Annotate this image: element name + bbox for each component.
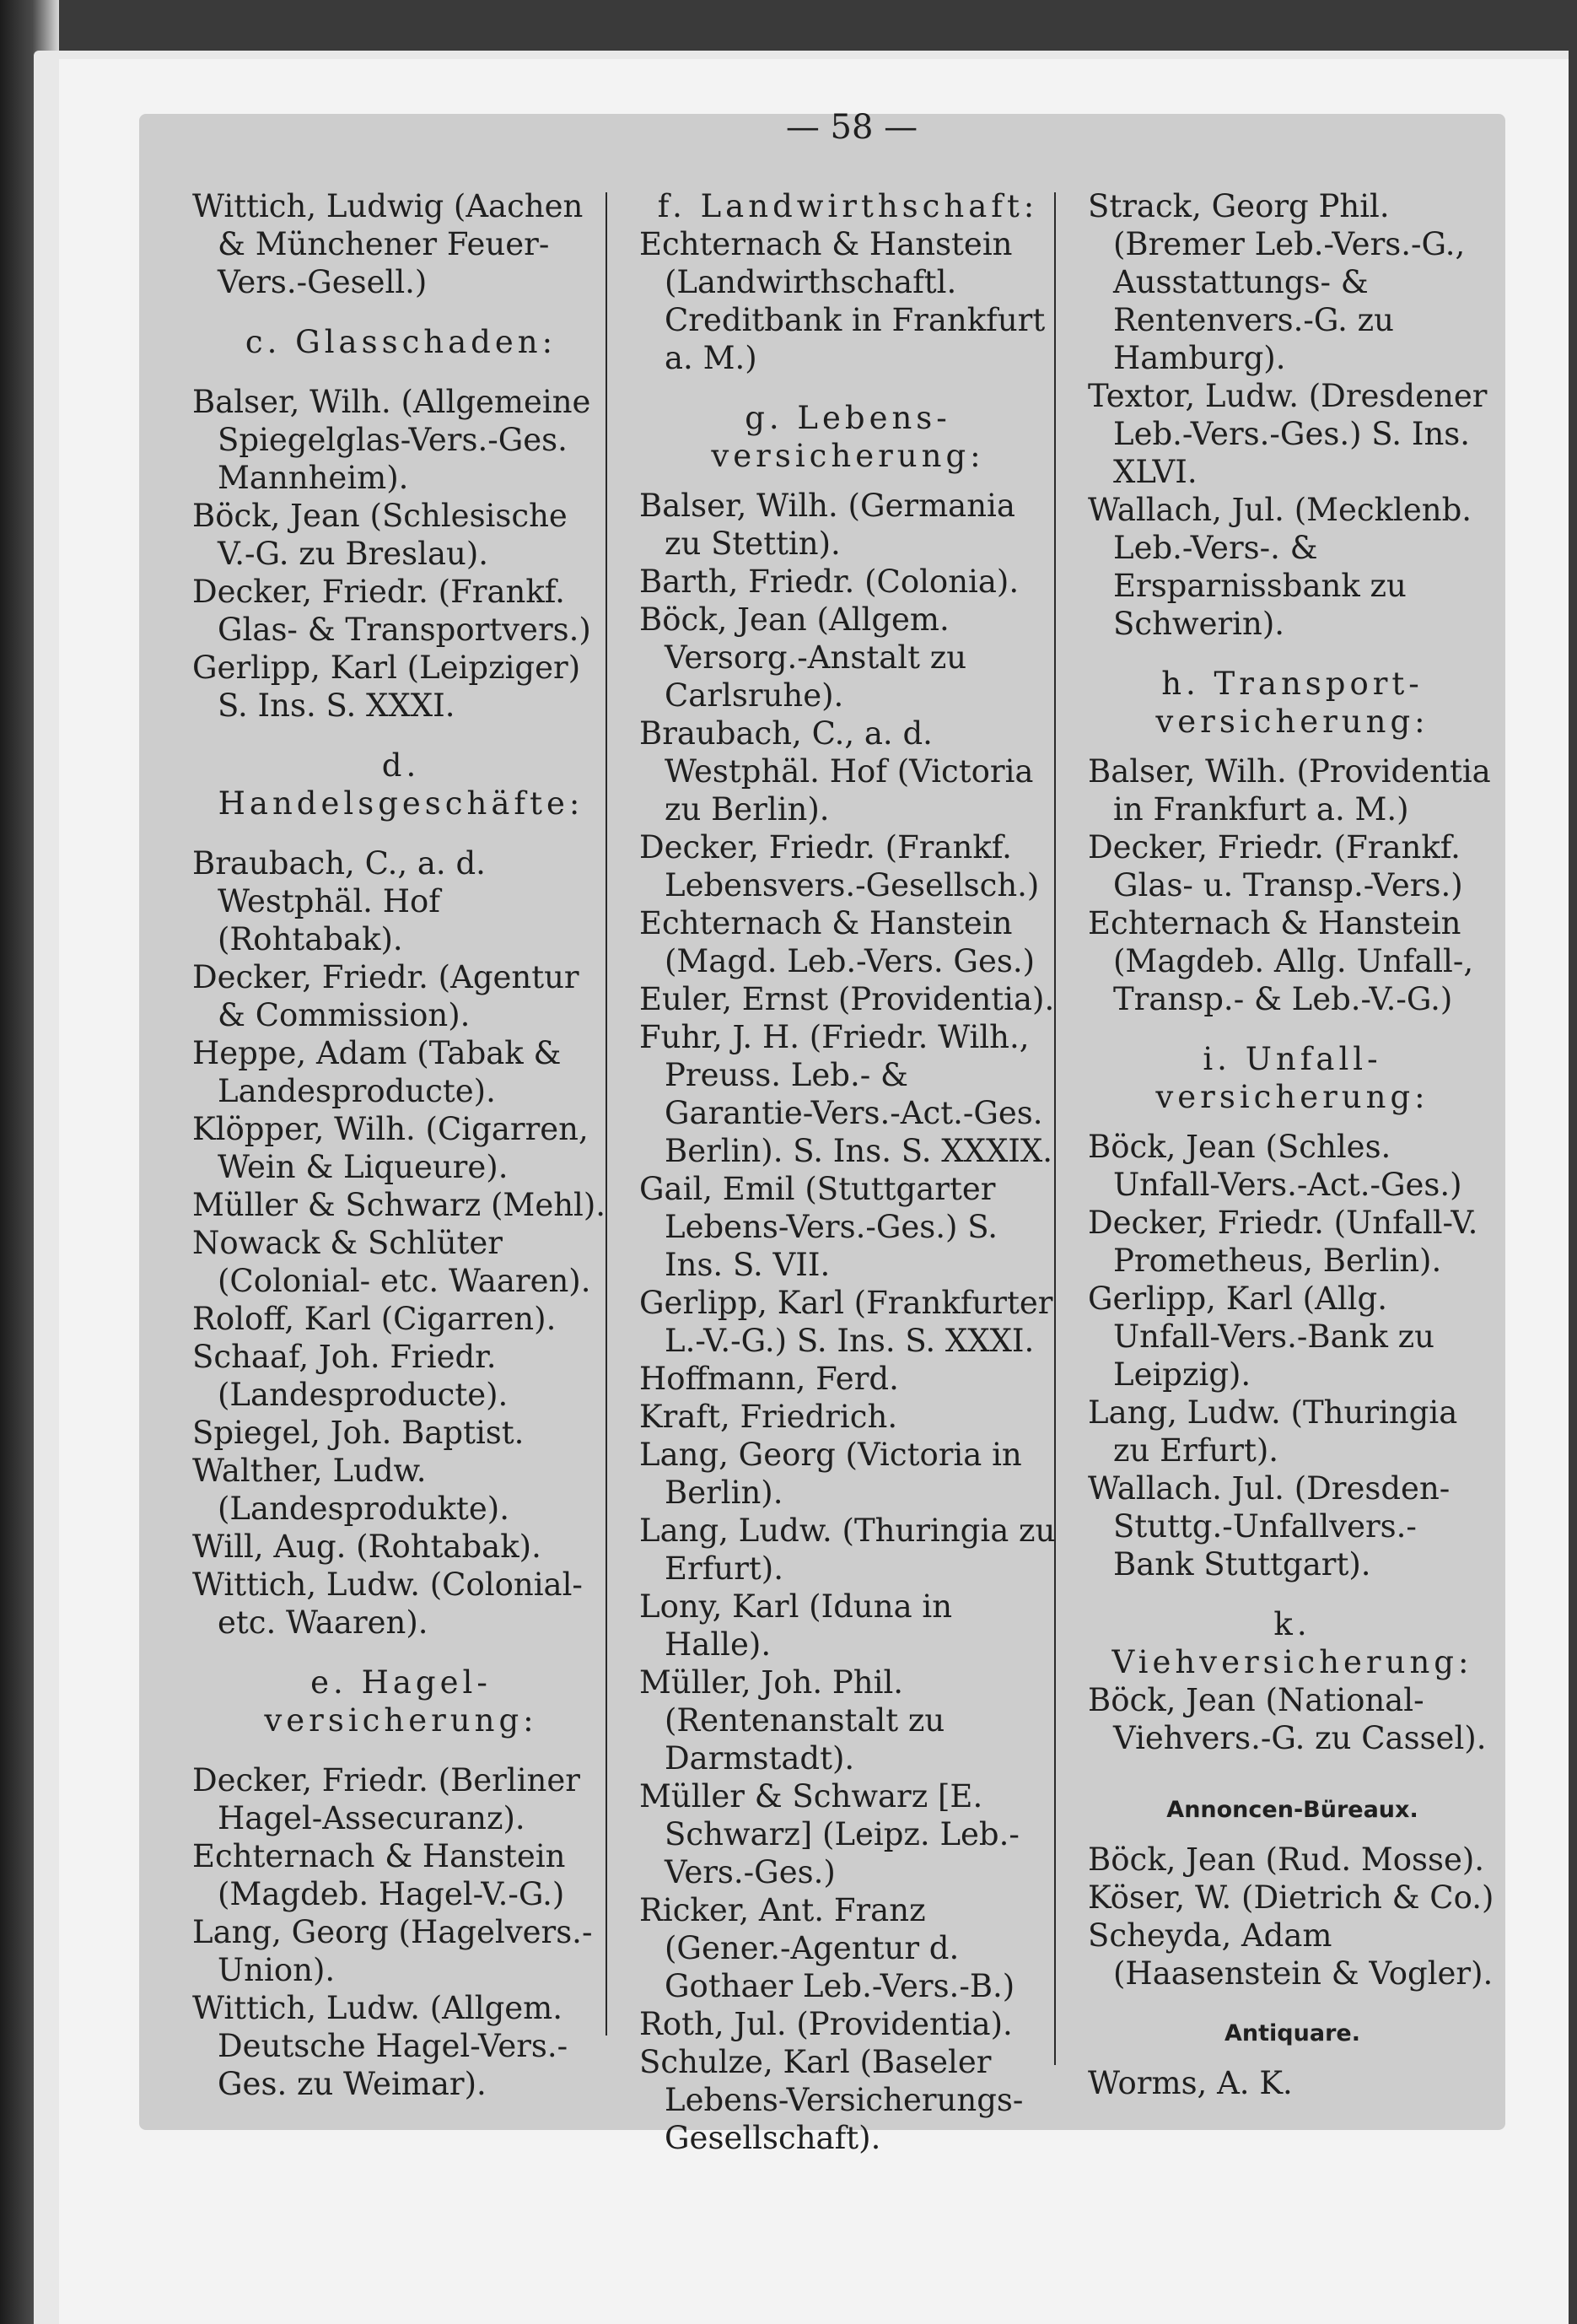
directory-entry: Heppe, Adam (Tabak & Landesproducte). xyxy=(192,1035,562,1109)
page-number: — 58 — xyxy=(785,108,918,147)
directory-entry: Gerlipp, Karl (Leipziger) S. Ins. S. XXXI. xyxy=(192,650,581,724)
directory-entry: Gerlipp, Karl (Allg. Unfall-Vers.-Bank zu Leipzig). xyxy=(1088,1281,1434,1393)
directory-entry: Decker, Friedr. (Berliner Hagel-Assecuranz). xyxy=(192,1762,580,1836)
directory-entry: Lang, Ludw. (Thuringia zu Erfurt). xyxy=(639,1512,1056,1587)
column-right xyxy=(1088,187,1497,2102)
directory-entry: Decker, Friedr. (Frankf. Glas- & Transportvers.) xyxy=(192,574,591,648)
directory-entry: Echternach & Hanstein (Magdeb. Allg. Unfall-, Transp.- & Leb.-V.-G.) xyxy=(1088,905,1474,1017)
section-heading: f. Landwirthschaft: xyxy=(657,188,1039,224)
directory-entry: Decker, Friedr. (Unfall-V. Prometheus, Berlin). xyxy=(1088,1205,1478,1279)
section-heading: e. Hagel-versicherung: xyxy=(264,1664,538,1739)
section-heading: c. Glasschaden: xyxy=(245,324,557,360)
directory-entry: Balser, Wilh. (Allgemeine Spiegelglas-Vers.-Ges. Mannheim). xyxy=(192,384,591,496)
directory-entry: Roloff, Karl (Cigarren). xyxy=(192,1301,557,1337)
section-heading: h. Transport-versicherung: xyxy=(1155,666,1429,740)
directory-entry: Lang, Georg (Hagelvers.-Union). xyxy=(192,1914,593,1988)
directory-entry: Balser, Wilh. (Providentia in Frankfurt a. M.) xyxy=(1088,753,1491,828)
directory-entry: Müller & Schwarz [E. Schwarz] (Leipz. Leb.-Vers.-Ges.) xyxy=(639,1778,1020,1890)
directory-entry: Braubach, C., a. d. Westphäl. Hof (Victoria zu Berlin). xyxy=(639,715,1034,828)
directory-entry: Kraft, Friedrich. xyxy=(639,1399,898,1435)
directory-entry: Walther, Ludw. (Landesprodukte). xyxy=(192,1453,510,1527)
directory-entry: Will, Aug. (Rohtabak). xyxy=(192,1529,541,1565)
directory-entry: Lony, Karl (Iduna in Halle). xyxy=(639,1588,953,1663)
directory-entry: Wittich, Ludw. (Allgem. Deutsche Hagel-Vers.-Ges. zu Weimar). xyxy=(192,1990,568,2102)
directory-entry: Wittich, Ludwig (Aachen & Münchener Feuer-Vers.-Gesell.) xyxy=(192,188,584,300)
directory-entry: Braubach, C., a. d. Westphäl. Hof (Rohtabak). xyxy=(192,845,486,957)
directory-entry: Böck, Jean (Rud. Mosse). xyxy=(1088,1841,1485,1878)
directory-entry: Böck, Jean (Schles. Unfall-Vers.-Act.-Ges.) xyxy=(1088,1129,1462,1203)
directory-entry: Fuhr, J. H. (Friedr. Wilh., Preuss. Leb.- & Garantie-Vers.-Act.-Ges. Berlin). S. Ins. S. XXXIX. xyxy=(639,1019,1053,1169)
directory-entry: Hoffmann, Ferd. xyxy=(639,1361,899,1397)
directory-entry: Gerlipp, Karl (Frankfurter L.-V.-G.) S. Ins. S. XXXI. xyxy=(639,1285,1053,1359)
section-subheading: Antiquare. xyxy=(1224,2020,1360,2046)
directory-entry: Müller, Joh. Phil. (Rentenanstalt zu Darmstadt). xyxy=(639,1664,945,1777)
section-heading: k. Viehversicherung: xyxy=(1111,1606,1473,1680)
directory-entry: Müller & Schwarz (Mehl). xyxy=(192,1187,606,1223)
directory-entry: Wallach, Jul. (Mecklenb. Leb.-Vers-. & Ersparnissbank zu Schwerin). xyxy=(1088,492,1472,642)
directory-entry: Balser, Wilh. (Germania zu Stettin). xyxy=(639,488,1015,562)
directory-entry: Roth, Jul. (Providentia). xyxy=(639,2006,1013,2042)
directory-entry: Decker, Friedr. (Frankf. Glas- u. Transp.-Vers.) xyxy=(1088,829,1463,903)
directory-entry: Echternach & Hanstein (Magdeb. Hagel-V.-G.) xyxy=(192,1838,566,1912)
directory-entry: Barth, Friedr. (Colonia). xyxy=(639,563,1020,600)
directory-entry: Echternach & Hanstein (Magd. Leb.-Vers. Ges.) xyxy=(639,905,1036,979)
directory-entry: Böck, Jean (National-Viehvers.-G. zu Cassel). xyxy=(1088,1682,1487,1756)
directory-entry: Klöpper, Wilh. (Cigarren, Wein & Liqueure). xyxy=(192,1111,589,1185)
directory-entry: Lang, Ludw. (Thuringia zu Erfurt). xyxy=(1088,1394,1458,1469)
directory-entry: Nowack & Schlüter (Colonial- etc. Waaren). xyxy=(192,1225,591,1299)
section-heading: g. Lebens-versicherung: xyxy=(711,400,985,474)
directory-entry: Gail, Emil (Stuttgarter Lebens-Vers.-Ges.) S. Ins. S. VII. xyxy=(639,1171,998,1283)
directory-entry: Wittich, Ludw. (Colonial- etc. Waaren). xyxy=(192,1566,583,1641)
directory-entry: Textor, Ludw. (Dresdener Leb.-Vers.-Ges.) S. Ins. XLVI. xyxy=(1088,378,1488,490)
column-middle xyxy=(639,187,1057,2157)
directory-entry: Lang, Georg (Victoria in Berlin). xyxy=(639,1437,1022,1511)
directory-entry: Köser, W. (Dietrich & Co.) xyxy=(1088,1879,1494,1916)
directory-entry: Ricker, Ant. Franz (Gener.-Agentur d. Gothaer Leb.-Vers.-B.) xyxy=(639,1892,1015,2004)
directory-entry: Strack, Georg Phil. (Bremer Leb.-Vers.-G., Ausstattungs- & Rentenvers.-G. zu Hamburg). xyxy=(1088,188,1466,376)
directory-entry: Decker, Friedr. (Frankf. Lebensvers.-Gesellsch.) xyxy=(639,829,1040,903)
directory-entry: Böck, Jean (Schlesische V.-G. zu Breslau). xyxy=(192,498,568,572)
directory-entry: Wallach. Jul. (Dresden-Stuttg.-Unfallvers.-Bank Stuttgart). xyxy=(1088,1470,1451,1583)
directory-entry: Schulze, Karl (Baseler Lebens-Versicherungs-Gesellschaft). xyxy=(639,2044,1024,2156)
directory-entry: Scheyda, Adam (Haasenstein & Vogler). xyxy=(1088,1917,1494,1992)
directory-entry: Worms, A. K. xyxy=(1088,2065,1293,2101)
column-left xyxy=(192,187,610,2103)
directory-entry: Schaaf, Joh. Friedr. (Landesproducte). xyxy=(192,1339,509,1413)
section-heading: i. Unfall-versicherung: xyxy=(1155,1041,1429,1115)
directory-entry: Echternach & Hanstein (Landwirthschaftl. Creditbank in Frankfurt a. M.) xyxy=(639,226,1046,376)
directory-entry: Böck, Jean (Allgem. Versorg.-Anstalt zu Carlsruhe). xyxy=(639,601,967,714)
directory-entry: Euler, Ernst (Providentia). xyxy=(639,981,1055,1017)
section-heading: d. Handelsgeschäfte: xyxy=(218,747,584,822)
section-subheading: Annoncen-Büreaux. xyxy=(1166,1797,1418,1823)
directory-entry: Spiegel, Joh. Baptist. xyxy=(192,1415,525,1451)
directory-entry: Decker, Friedr. (Agentur & Commission). xyxy=(192,959,579,1033)
